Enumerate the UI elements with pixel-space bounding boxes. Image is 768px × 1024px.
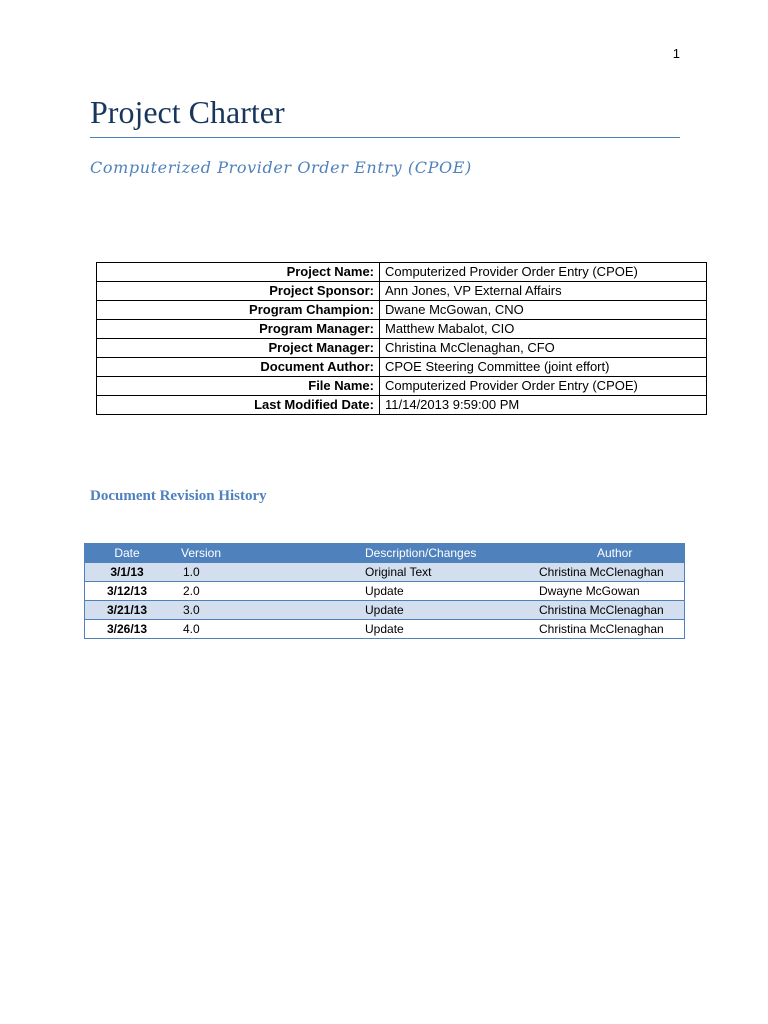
revision-description: Update <box>351 601 525 620</box>
info-value: CPOE Steering Committee (joint effort) <box>380 358 707 377</box>
column-header-description: Description/Changes <box>351 544 525 563</box>
column-header-author: Author <box>525 544 685 563</box>
info-row-file-name <box>97 377 707 396</box>
table-row <box>85 601 685 620</box>
info-row-project-sponsor <box>97 282 707 301</box>
info-row-project-name <box>97 263 707 282</box>
info-label: Program Manager: <box>97 320 380 339</box>
revision-history-heading: Document Revision History <box>90 488 267 504</box>
table-row <box>85 582 685 601</box>
table-header-row <box>85 544 685 563</box>
info-label: Last Modified Date: <box>97 396 380 415</box>
title-divider <box>90 137 680 138</box>
info-value: Dwane McGowan, CNO <box>380 301 707 320</box>
info-row-document-author <box>97 358 707 377</box>
document-title: Project Charter <box>90 94 285 130</box>
revision-author: Christina McClenaghan <box>525 620 685 639</box>
revision-author: Dwayne McGowan <box>525 582 685 601</box>
info-value: Computerized Provider Order Entry (CPOE) <box>380 263 707 282</box>
info-row-project-manager <box>97 339 707 358</box>
table-row <box>85 563 685 582</box>
table-row <box>85 620 685 639</box>
revision-author: Christina McClenaghan <box>525 563 685 582</box>
revision-author: Christina McClenaghan <box>525 601 685 620</box>
info-label: Project Sponsor: <box>97 282 380 301</box>
info-value: Christina McClenaghan, CFO <box>380 339 707 358</box>
page-number: 1 <box>672 46 680 61</box>
revision-description: Update <box>351 620 525 639</box>
revision-version: 4.0 <box>169 620 351 639</box>
revision-date: 3/1/13 <box>85 563 170 582</box>
document-subtitle: Computerized Provider Order Entry (CPOE) <box>90 158 472 177</box>
info-value: Matthew Mabalot, CIO <box>380 320 707 339</box>
revision-version: 1.0 <box>169 563 351 582</box>
column-header-version: Version <box>169 544 351 563</box>
revision-history-table <box>84 543 685 639</box>
info-row-last-modified <box>97 396 707 415</box>
info-row-program-manager <box>97 320 707 339</box>
revision-description: Original Text <box>351 563 525 582</box>
revision-version: 3.0 <box>169 601 351 620</box>
revision-date: 3/12/13 <box>85 582 170 601</box>
info-value: Ann Jones, VP External Affairs <box>380 282 707 301</box>
revision-version: 2.0 <box>169 582 351 601</box>
info-value: 11/14/2013 9:59:00 PM <box>380 396 707 415</box>
revision-description: Update <box>351 582 525 601</box>
info-label: File Name: <box>97 377 380 396</box>
revision-date: 3/21/13 <box>85 601 170 620</box>
column-header-date: Date <box>85 544 170 563</box>
revision-date: 3/26/13 <box>85 620 170 639</box>
info-row-program-champion <box>97 301 707 320</box>
project-info-table <box>96 262 707 415</box>
info-label: Project Manager: <box>97 339 380 358</box>
info-label: Document Author: <box>97 358 380 377</box>
info-value: Computerized Provider Order Entry (CPOE) <box>380 377 707 396</box>
info-label: Program Champion: <box>97 301 380 320</box>
info-label: Project Name: <box>97 263 380 282</box>
